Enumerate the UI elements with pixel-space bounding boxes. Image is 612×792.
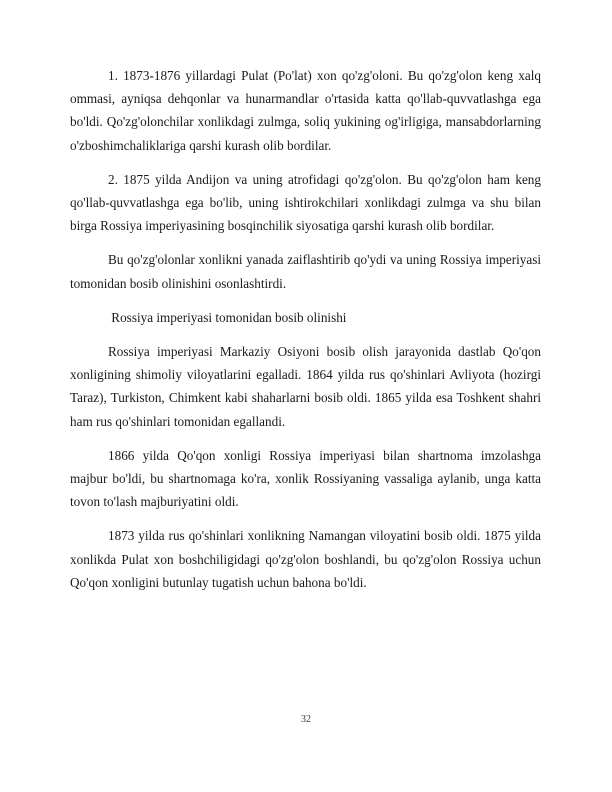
paragraph-1866-treaty: 1866 yilda Qo'qon xonligi Rossiya imperiyasi bilan shartnoma imzolashga majbur bo'ldi, bu shartnomaga ko'ra, xonlik Rossiyaning vassaliga aylanib, unga katta tovon to'lash majburiyatini oldi. xyxy=(70,447,541,510)
paragraph-conquest-start: Rossiya imperiyasi Markaziy Osiyoni bosib olish jarayonida dastlab Qo'qon xonligining shimoliy viloyatlarini egalladi. 1864 yilda rus qo'shinlari Avliyota (hozirgi Taraz), Turkiston, Chimkent kabi shaharlarni bosib oldi. 1865 yilda esa Toshkent shahri ham rus qo'shinlari tomonidan egallandi. xyxy=(70,344,541,429)
page-number: 32 xyxy=(301,714,311,725)
section-heading: Rossiya imperiyasi tomonidan bosib olinishi xyxy=(108,309,347,325)
paragraph-pulat-uprising: 1. 1873-1876 yillardagi Pulat (Po'lat) xon qo'zg'oloni. Bu qo'zg'olon keng xalq ommasi, ayniqsa dehqonlar va hunarmandlar o'rtasida katta qo'llab-quvvatlashga ega bo'ldi. Qo'zg'olonchilar xonlikdagi zulmga, soliq yukining og'irligiga, mansabdorlarning o'zboshimchaliklariga qarshi kurash olib bordilar. xyxy=(70,68,541,153)
paragraph-1873-namangan: 1873 yilda rus qo'shinlari xonlikning Namangan viloyatini bosib oldi. 1875 yilda xonlikda Pulat xon boshchiligidagi qo'zg'olon boshlandi, bu qo'zg'olon Rossiya uchun Qo'qon xonligini butunlay tugatish uchun bahona bo'ldi. xyxy=(70,528,541,590)
paragraph-andijan-uprising: 2. 1875 yilda Andijon va uning atrofidagi qo'zg'olon. Bu qo'zg'olon ham keng qo'llab-quvvatlashga ega bo'lib, uning ishtirokchilari xonlikdagi zulmga va shu bilan birga Rossiya imperiyasining bosqinchilik siyosatiga qarshi kurash olib bordilar. xyxy=(70,171,541,234)
document-body xyxy=(70,64,541,594)
paragraph-uprisings-consequence: Bu qo'zg'olonlar xonlikni yanada zaiflashtirib qo'ydi va uning Rossiya imperiyasi tomonidan bosib olinishini osonlashtirdi. xyxy=(70,252,541,291)
